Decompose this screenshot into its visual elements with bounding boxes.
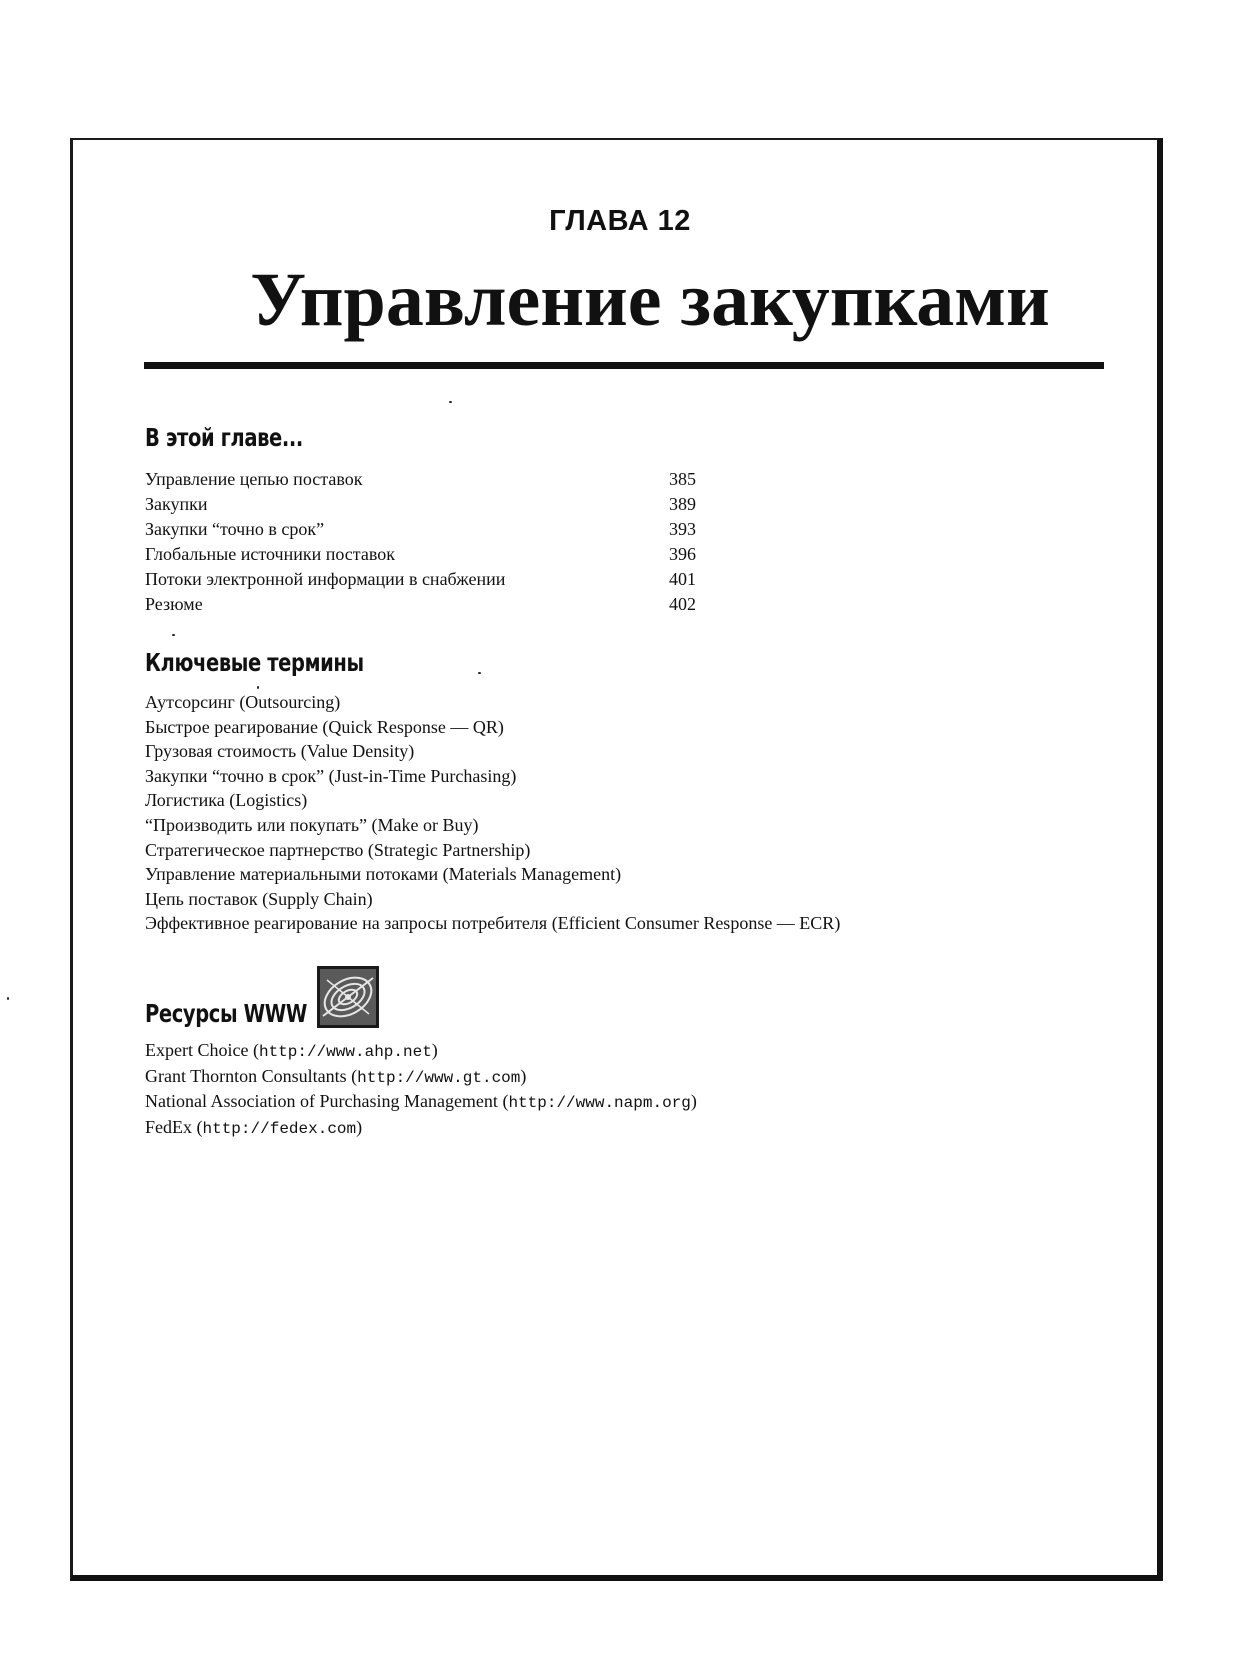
resource-name: FedEx <box>145 1116 192 1137</box>
toc-entry-page: 393 <box>669 519 696 539</box>
toc-entry <box>145 492 705 517</box>
resource-url[interactable]: http://www.ahp.net <box>258 1043 432 1061</box>
key-term: Грузовая стоимость (Value Density) <box>145 741 415 762</box>
key-term: Логистика (Logistics) <box>145 790 308 811</box>
resource-url[interactable]: http://www.gt.com <box>357 1068 521 1087</box>
resource-entry: Expert Choice (http://www.ahp.net) <box>145 1040 438 1061</box>
key-terms-list <box>145 690 1145 936</box>
toc-entry-label: Управление цепью поставок <box>145 469 363 489</box>
key-term: Закупки “точно в срок” (Just-in-Time Purchasing) <box>145 765 517 786</box>
toc-entry-page: 402 <box>669 594 696 614</box>
resource-entry: Grant Thornton Consultants (http://www.gt.com) <box>145 1065 527 1087</box>
scan-speck <box>478 672 481 674</box>
resource-entry: National Association of Purchasing Management (http://www.napm.org) <box>145 1091 697 1112</box>
chapter-title: Управление закупками <box>250 258 1050 342</box>
key-term: Управление материальными потоками (Materials Management) <box>145 864 622 885</box>
key-term: “Производить или покупать” (Make or Buy) <box>145 814 479 835</box>
toc-entry-label: Закупки <box>145 494 208 514</box>
toc-entry-page: 385 <box>669 469 696 489</box>
resource-name: Grant Thornton Consultants <box>145 1065 347 1086</box>
toc-entry-label: Потоки электронной информации в снабжении <box>145 569 506 589</box>
key-term: Быстрое реагирование (Quick Response — QR) <box>145 716 504 737</box>
key-term: Цепь поставок (Supply Chain) <box>145 888 373 909</box>
scan-speck <box>7 997 9 1000</box>
www-resources-heading: Ресурсы WWW <box>145 999 307 1028</box>
toc-entry <box>145 567 705 592</box>
resource-entry: FedEx (http://fedex.com) <box>145 1116 363 1138</box>
www-resources-list <box>145 1038 1145 1140</box>
chapter-label: ГЛАВА 12 <box>549 205 691 237</box>
resource-url[interactable]: http://fedex.com <box>202 1119 357 1138</box>
toc-entry-page: 401 <box>669 569 696 589</box>
title-rule <box>144 362 1104 369</box>
in-this-chapter-heading: В этой главе... <box>145 423 303 452</box>
www-resources-header <box>145 962 379 1028</box>
key-terms-heading: Ключевые термины <box>145 648 364 677</box>
toc-entry-page: 396 <box>669 544 696 564</box>
resource-name: National Association of Purchasing Management <box>145 1091 498 1111</box>
toc-entry <box>145 517 705 542</box>
toc-entry <box>145 467 705 492</box>
toc-entry-label: Резюме <box>145 594 203 614</box>
toc-entry-page: 389 <box>669 494 696 514</box>
scan-speck <box>172 634 175 636</box>
resource-url[interactable]: http://www.napm.org <box>508 1094 691 1112</box>
scan-speck <box>257 686 259 689</box>
toc-entry-label: Закупки “точно в срок” <box>145 519 325 539</box>
toc-entry <box>145 542 705 567</box>
chapter-contents-list <box>145 467 705 617</box>
toc-entry-label: Глобальные источники поставок <box>145 544 395 564</box>
key-term: Стратегическое партнерство (Strategic Partnership) <box>145 839 531 860</box>
scan-speck <box>449 401 452 403</box>
key-term: Аутсорсинг (Outsourcing) <box>145 692 341 712</box>
resource-name: Expert Choice <box>145 1040 249 1060</box>
toc-entry <box>145 592 705 617</box>
key-term: Эффективное реагирование на запросы потребителя (Efficient Consumer Response — ECR) <box>145 913 841 934</box>
web-globe-icon <box>317 966 379 1028</box>
